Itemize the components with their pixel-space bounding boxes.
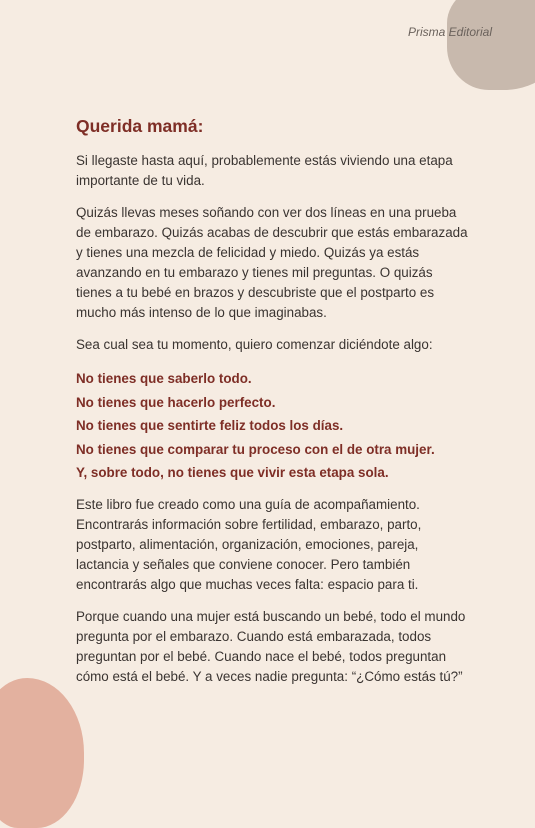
emphasis-line-1: No tienes que saberlo todo. [76,371,252,386]
emphasis-line-3: No tienes que sentirte feliz todos los días. [76,418,344,433]
outro-paragraph-2: Porque cuando una mujer está buscando un bebé, todo el mundo pregunta por el embarazo. Cuando está embarazada, todos preguntan por el bebé. Cuando nace el bebé, todos preguntan cómo está el bebé. Y a veces nadie pregunta: “¿Cómo estás tú?” [76,608,466,684]
decorative-blob-bottom [0,678,84,828]
emphasis-line-2: No tienes que hacerlo perfecto. [76,394,276,410]
emphasis-line-5: Y, sobre todo, no tienes que vivir esta etapa sola. [76,465,389,480]
intro-paragraph-1: Si llegaste hasta aquí, probablemente estás viviendo una etapa importante de tu vida. [76,153,453,188]
intro-paragraph-3: Sea cual sea tu momento, quiero comenzar diciéndote algo: [76,337,433,352]
emphasis-list [76,367,471,485]
letter-title: Querida mamá: [76,116,204,136]
decorative-blob-top [447,0,535,90]
outro-paragraph-1: Este libro fue creado como una guía de acompañamiento. Encontrarás información sobre fertilidad, embarazo, parto, postparto, alimentación, organización, emociones, pareja, lactancia y señales que conviene conocer. Pero también encontrarás algo que muchas veces falta: espacio para ti. [76,496,422,592]
intro-paragraph-2: Quizás llevas meses soñando con ver dos líneas en una prueba de embarazo. Quizás acabas de descubrir que estás embarazada y tienes una mezcla de felicidad y miedo. Quizás ya estás avanzando en tu embarazo y tienes mil preguntas. O quizás tienes a tu bebé en brazos y descubriste que el postparto es mucho más intenso de lo que imaginabas. [76,205,468,320]
emphasis-line-4: No tienes que comparar tu proceso con el de otra mujer. [76,441,435,457]
letter-content [76,116,471,699]
publisher-name: Prisma Editorial [407,25,492,39]
